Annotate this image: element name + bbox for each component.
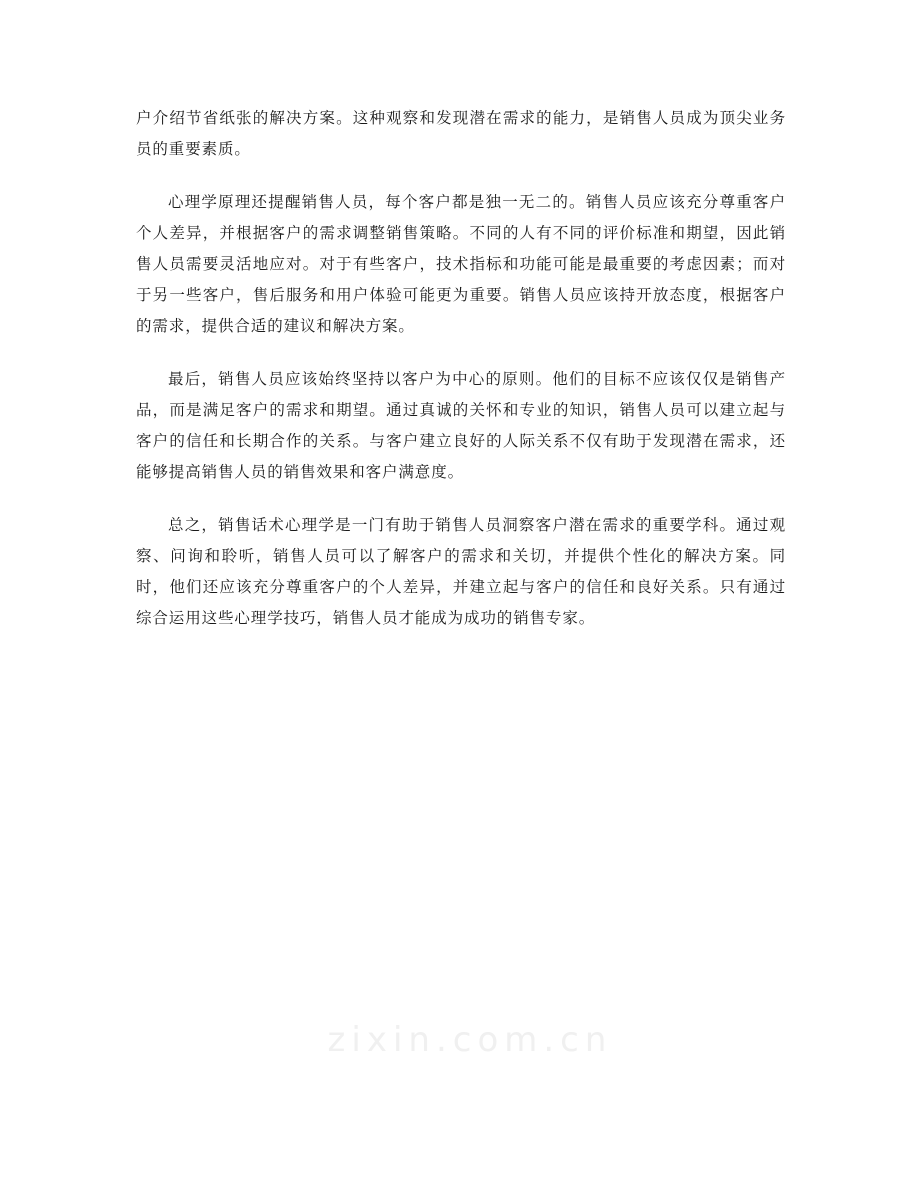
watermark: zixin.com.cn	[327, 1020, 613, 1060]
paragraph-customer-centric: 最后，销售人员应该始终坚持以客户为中心的原则。他们的目标不应该仅仅是销售产品，而是满足客户的需求和期望。通过真诚的关怀和专业的知识，销售人员可以建立起与客户的信任和长期合作的关系。与客户建立良好的人际关系不仅有助于发现潜在需求，还能够提高销售人员的销售效果和客户满意度。	[136, 370, 786, 481]
paragraph-individual-differences: 心理学原理还提醒销售人员，每个客户都是独一无二的。销售人员应该充分尊重客户个人差异，并根据客户的需求调整销售策略。不同的人有不同的评价标准和期望，因此销售人员需要灵活地应对。对于有些客户，技术指标和功能可能是最重要的考虑因素；而对于另一些客户，售后服务和用户体验可能更为重要。销售人员应该持开放态度，根据客户的需求，提供合适的建议和解决方案。	[136, 193, 786, 335]
paragraph-conclusion: 总之，销售话术心理学是一门有助于销售人员洞察客户潜在需求的重要学科。通过观察、问询和聆听，销售人员可以了解客户的需求和关切，并提供个性化的解决方案。同时，他们还应该充分尊重客户的个人差异，并建立起与客户的信任和良好关系。只有通过综合运用这些心理学技巧，销售人员才能成为成功的销售专家。	[136, 516, 786, 627]
document-body	[136, 103, 786, 656]
paragraph-continuation: 户介绍节省纸张的解决方案。这种观察和发现潜在需求的能力，是销售人员成为顶尖业务员的重要素质。	[136, 109, 786, 158]
